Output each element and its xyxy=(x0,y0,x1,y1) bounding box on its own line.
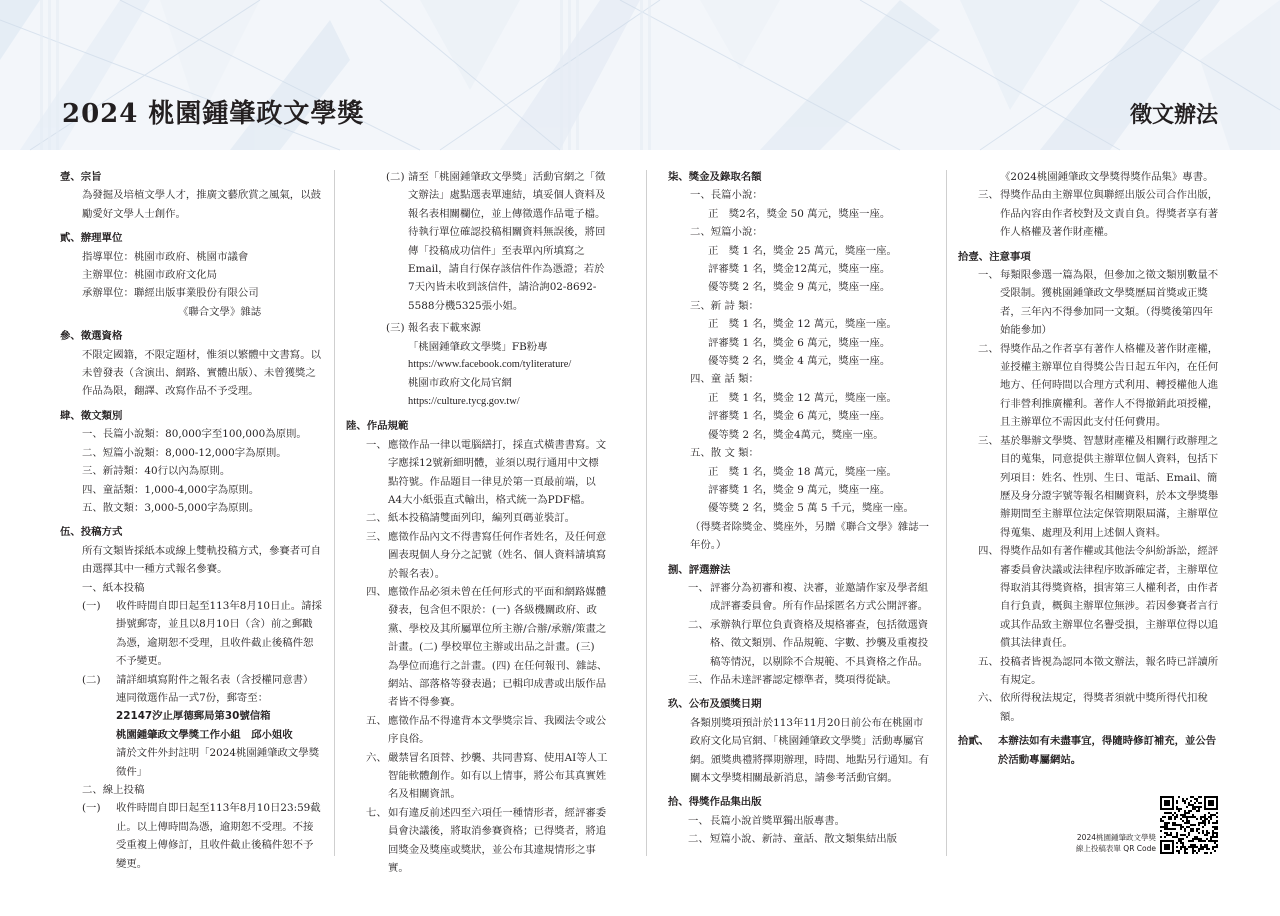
paragraph: 不限定國籍，不限定題材，惟須以繁體中文書寫。以未曾發表（含演出、網路、實體出版）、未曾獲獎之作品為限，翻譯、改寫作品不予受理。 xyxy=(82,348,321,398)
qr-caption: 2024桃園鍾肇政文學獎 線上投稿表單 QR Code xyxy=(1075,833,1156,853)
list-item: 三、新詩類：40行以內為原則。 xyxy=(82,465,231,478)
list-item: 一、紙本投稿 xyxy=(82,581,145,594)
column-3 xyxy=(668,168,930,849)
paragraph: （得獎者除獎金、獎座外，另贈《聯合文學》雜誌一年份。） xyxy=(690,520,929,552)
list-item: 五、散文類：3,000-5,000字為原則。 xyxy=(82,501,260,514)
list-item: 二、 承辦執行單位負責資格及規格審查，包括徵選資格、徵文類別、作品規範、字數、抄襲及重複投稿等情況，以剔除不合規範、不具資格之作品。 xyxy=(688,618,929,668)
link-label: 「桃園鍾肇政文學獎」FB粉專 xyxy=(408,340,548,353)
list-item: 二、 紙本投稿請雙面列印，編列頁碼並裝訂。 xyxy=(366,512,576,525)
prize-item: 正 獎 1 名，獎金 12 萬元，獎座一座。 xyxy=(708,318,897,331)
prize-item: 正 獎 1 名，獎金 18 萬元，獎座一座。 xyxy=(708,465,897,478)
column-4 xyxy=(958,168,1220,769)
list-item: 三、 基於舉辦文學獎、智慧財產權及相關行政辦理之目的蒐集，同意提供主辦單位個人資料，包括下列項目：姓名、性別、生日、電話、Email、簡歷及身分證字號等報名相關資料，於本文學獎舉辦期間至主辦單位法定保管期限屆滿，主辦單位得蒐集、處理及利用上述個人資料。 xyxy=(978,434,1219,539)
list-item: 四、童話類：1,000-4,000字為原則。 xyxy=(82,483,260,496)
paragraph: 所有文類皆採紙本或線上雙軌投稿方式，參賽者可自由選擇其中一種方式報名參賽。 xyxy=(82,544,321,576)
paragraph: 各類別獎項預計於113年11月20日前公布在桃園市政府文化局官網、「桃園鍾肇政文學獎」活動專屬官網。頒獎典禮將擇期辦理，時間、地點另行通知。有關本文學獎相關最新消息，請參考活動官網。 xyxy=(690,716,929,784)
link-label: 桃園市政府文化局官網 xyxy=(408,377,512,390)
list-item: (二) 請至「桃園鍾肇政文學獎」活動官網之「徵文辦法」處點選表單連結，填妥個人資料及報名表相關欄位，並上傳徵選作品電子檔。待執行單位確認投稿相關資料無誤後，將回傳「投稿成功信件」至表單內所填寫之Email，請自行保存該信件作為憑證；若於7天內皆未收到該信件，請洽詢02-8692-5588分機5325張小姐。 xyxy=(386,171,606,312)
list-item: 一、 每類限參選一篇為限，但參加之徵文類別數量不受限制。獲桃園鍾肇政文學獎歷屆首獎或正獎者，三年內不得參加同一文類。（得獎後第四年始能參加） xyxy=(978,269,1219,337)
prize-item: 評審獎 1 名，獎金 9 萬元，獎座一座。 xyxy=(708,483,891,496)
list-item: 二、線上投稿 xyxy=(82,784,145,796)
list-item: (一) 收件時間自即日起至113年8月10日止。請採掛號郵寄，並且以8月10日（含）前之郵戳為憑，逾期恕不受理，且收件截止後稿件恕不予變更。 xyxy=(82,599,322,668)
prize-item: 評審獎 1 名，獎金12萬元，獎座一座。 xyxy=(708,263,891,276)
paragraph: 《聯合文學》雜誌 xyxy=(178,305,262,318)
section-heading: 拾壹、注意事項 xyxy=(958,250,1031,263)
prize-item: 評審獎 1 名，獎金 6 萬元，獎座一座。 xyxy=(708,410,891,423)
list-item: 二、 短篇小說、新詩、童話、散文類集結出版 xyxy=(688,833,898,846)
paragraph: 請於文件外封註明「2024桃園鍾肇政文學獎徵件」 xyxy=(116,747,320,778)
prize-item: 正 獎2名，獎金 50 萬元，獎座一座。 xyxy=(708,207,891,220)
list-item: (三) 報名表下載來源 xyxy=(386,322,481,335)
prize-item: 優等獎 2 名，獎金4萬元，獎座一座。 xyxy=(708,428,884,441)
prize-item: 正 獎 1 名，獎金 12 萬元，獎座一座。 xyxy=(708,391,897,404)
prize-category: 三、新 詩 類： xyxy=(690,299,759,312)
list-item: 四、 應徵作品必須未曾在任何形式的平面和網路媒體發表，包含但不限於：(一) 各級機關政府、政黨、學校及其所屬單位所主辦/合辦/承辦/策畫之計畫。(二) 學校單位主辦或出品之計畫。(三) 為學位而進行之計畫。(四) 在任何報刊、雜誌、網站、部落格等發表過；已輯印成書或出版作品者皆不得參賽。 xyxy=(366,585,608,709)
prize-category: 一、長篇小說： xyxy=(690,189,763,202)
section-heading: 參、徵選資格 xyxy=(60,330,123,343)
paragraph: 承辦單位：聯經出版事業股份有限公司 xyxy=(82,287,259,300)
section-heading: 捌、評選辦法 xyxy=(668,563,731,576)
prize-item: 優等獎 2 名，獎金 4 萬元，獎座一座。 xyxy=(708,355,891,368)
culture-website-link[interactable]: https://culture.tycg.gov.tw/ xyxy=(408,395,520,407)
qr-code-icon[interactable] xyxy=(1160,796,1218,854)
facebook-link[interactable]: https://www.facebook.com/tyliterature/ xyxy=(408,359,572,371)
prize-item: 優等獎 2 名，獎金 5 萬 5 千元，獎座一座。 xyxy=(708,502,914,515)
column-1 xyxy=(60,168,322,873)
section-heading: 貳、辦理單位 xyxy=(60,232,123,245)
list-item: (二) 請詳細填寫附件之報名表（含授權同意書）連同徵選作品一式7份，郵寄至： xyxy=(82,673,314,704)
prize-item: 評審獎 1 名，獎金 6 萬元，獎座一座。 xyxy=(708,336,891,349)
section-heading: 玖、公布及頒獎日期 xyxy=(668,698,762,711)
paragraph: 指導單位：桃園市政府、桃園市議會 xyxy=(82,250,249,263)
list-item: 一、長篇小說類：80,000字至100,000為原則。 xyxy=(82,428,307,441)
list-item: (一) 收件時間自即日起至113年8月10日23:59截止。以上傳時間為憑，逾期恕不受理。不接受重複上傳修訂，且收件截止後稿件恕不予變更。 xyxy=(82,802,321,870)
column-divider xyxy=(646,170,647,856)
section-heading: 柒、獎金及錄取名額 xyxy=(668,171,762,183)
list-item: 五、 應徵作品不得違背本文學獎宗旨、我國法令或公序良俗。 xyxy=(366,714,607,746)
prize-item: 正 獎 1 名，獎金 25 萬元，獎座一座。 xyxy=(708,244,897,257)
column-2 xyxy=(346,168,608,877)
paragraph: 《2024桃園鍾肇政文學獎得獎作品集》專書。 xyxy=(1000,171,1214,183)
list-item: 三、 應徵作品內文不得書寫任何作者姓名，及任何意圖表現個人身分之記號（姓名、個人資料請填寫於報名表）。 xyxy=(366,530,607,580)
section-heading: 拾、得獎作品集出版 xyxy=(668,796,762,809)
prize-category: 五、散 文 類： xyxy=(690,447,759,460)
list-item: 一、 應徵作品一律以電腦繕打，採直式橫書書寫。文字應採12號新細明體，並須以現行通用中文標點符號。作品題目一律見於第一頁最前端，以A4大小紙張直式輸出，格式統一為PDF檔。 xyxy=(366,438,607,506)
page-title: 2024 桃園鍾肇政文學獎 xyxy=(62,99,365,129)
list-item: 二、 得獎作品之作者享有著作人格權及著作財產權，並授權主辦單位自得獎公告日起五年內，在任何地方、任何時間以合理方式利用、轉授權他人進行非營利推廣權利。著作人不得撤銷此項授權，且主辦單位不需因此支付任何費用。 xyxy=(978,342,1219,429)
list-item: 二、短篇小說類：8,000-12,000字為原則。 xyxy=(82,446,287,459)
list-item: 六、 嚴禁冒名頂替、抄襲、共同書寫、使用AI等人工智能軟體創作。如有以上情事，將公布其真實姓名及相關資訊。 xyxy=(366,751,608,801)
list-item: 一、 評審分為初審和複、決審，並邀請作家及學者組成評審委員會。所有作品採匿名方式公開評審。 xyxy=(688,581,929,613)
list-item: 七、 如有違反前述四至六項任一種情形者，經評審委員會決議後，將取消參賽資格；已得獎者，將追回獎金及獎座或獎狀，並公布其違規情形之事實。 xyxy=(366,806,607,875)
section-heading: 壹、宗旨 xyxy=(60,171,102,183)
mailing-recipient: 桃園鍾肇政文學獎工作小組 邱小姐收 xyxy=(116,728,293,741)
paragraph: 為發掘及培植文學人才，推廣文藝欣賞之風氣，以鼓勵愛好文學人士創作。 xyxy=(82,189,321,220)
section-heading: 陸、作品規範 xyxy=(346,420,409,433)
prize-category: 四、童 話 類： xyxy=(690,373,759,386)
final-note: 拾貳、 本辦法如有未盡事宜，得隨時修訂補充，並公告於活動專屬網站。 xyxy=(958,735,1217,766)
mailing-address: 22147汐止厚德郵局第30號信箱 xyxy=(116,710,271,723)
paragraph: 主辦單位：桃園市政府文化局 xyxy=(82,269,218,282)
list-item: 三、 得獎作品由主辦單位與聯經出版公司合作出版，作品內容由作者校對及文責自負。得獎者享有著作人格權及著作財產權。 xyxy=(978,189,1219,239)
page-subtitle: 徵文辦法 xyxy=(1129,102,1218,128)
list-item: 四、 得獎作品如有著作權或其他法令糾紛訴訟，經評審委員會決議或法律程序敗訴確定者，主辦單位得取消其得獎資格，損害第三人權利者，由作者自行負責，概與主辦單位無涉。若因參賽者言行或其作品致主辦單位名譽受損，主辦單位得以追償其法律責任。 xyxy=(978,545,1219,650)
prize-category: 二、短篇小說： xyxy=(690,226,763,239)
list-item: 三、 作品未達評審認定標準者，獎項得從缺。 xyxy=(688,673,898,686)
section-heading: 肆、徵文類別 xyxy=(60,409,123,422)
column-divider xyxy=(334,170,335,856)
column-divider xyxy=(946,170,947,856)
prize-item: 優等獎 2 名，獎金 9 萬元，獎座一座。 xyxy=(708,281,891,294)
list-item: 五、 投稿者皆視為認同本徵文辦法，報名時已詳讀所有規定。 xyxy=(978,655,1219,686)
section-heading: 伍、投稿方式 xyxy=(60,526,123,539)
list-item: 六、 依所得稅法規定，得獎者須就中獎所得代扣稅額。 xyxy=(978,692,1208,723)
list-item: 一、 長篇小說首獎單獨出版專書。 xyxy=(688,814,846,827)
